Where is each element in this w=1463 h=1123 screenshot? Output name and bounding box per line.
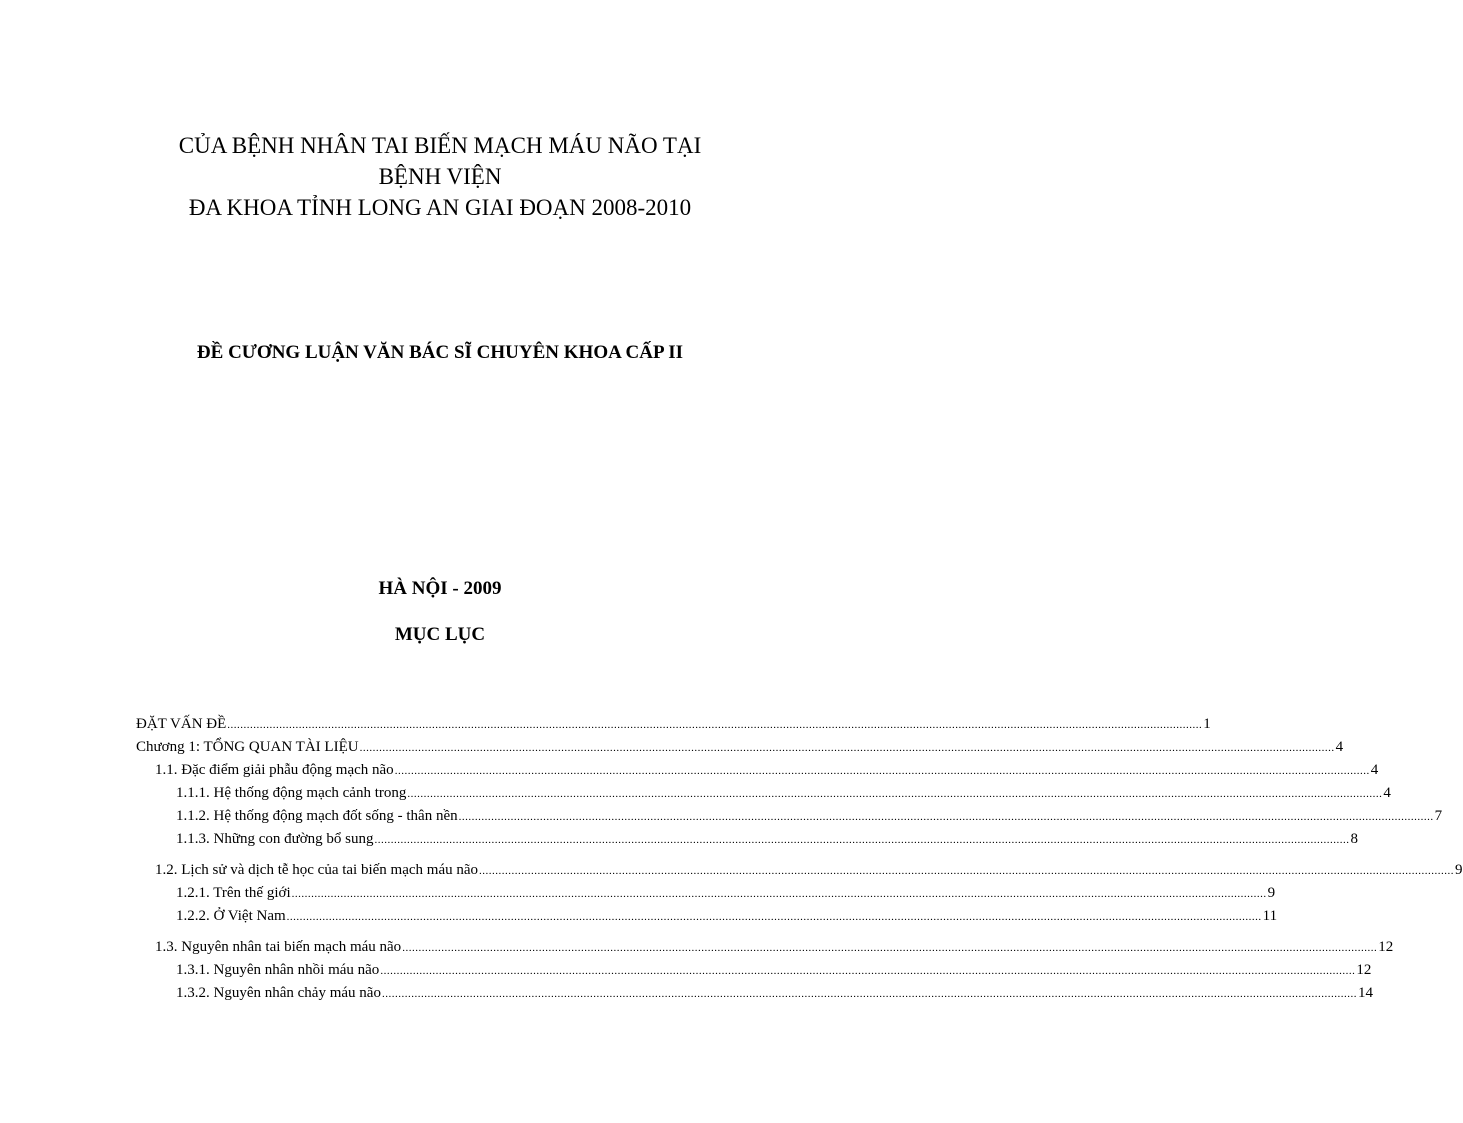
toc-leader-dots: ............................................................................................................................................................................................................................................................................................................ xyxy=(359,742,1335,754)
toc-entry-page: 4 xyxy=(1335,739,1344,755)
toc-entry-page: 9 xyxy=(1267,885,1276,901)
toc-entry-label: 1.1.2. Hệ thống động mạch đốt sống - thân nền xyxy=(176,808,458,824)
toc-entry xyxy=(136,713,1211,736)
toc-entry-page: 8 xyxy=(1350,831,1359,847)
toc-leader-dots: ............................................................................................................................................................................................................................................................................................................ xyxy=(394,765,1370,777)
toc-leader-dots: ............................................................................................................................................................................................................................................................................................................ xyxy=(380,965,1356,977)
toc-entry xyxy=(136,828,1359,851)
title-line-3: ĐA KHOA TỈNH LONG AN GIAI ĐOẠN 2008-2010 xyxy=(188,195,692,220)
toc-entry-page: 7 xyxy=(1434,808,1443,824)
toc-leader-dots: ............................................................................................................................................................................................................................................................................................................ xyxy=(227,719,1203,731)
thesis-title xyxy=(100,130,780,223)
toc-leader-dots: ............................................................................................................................................................................................................................................................................................................ xyxy=(458,811,1434,823)
toc-leader-dots: ............................................................................................................................................................................................................................................................................................................ xyxy=(402,942,1378,954)
toc-entry-label: 1.3.1. Nguyên nhân nhồi máu não xyxy=(176,962,380,978)
toc-entry xyxy=(136,859,1463,882)
toc-entry-label: 1.1.3. Những con đường bổ sung xyxy=(176,831,374,847)
toc-entry-label: 1.2. Lịch sử và dịch tễ học của tai biến mạch máu não xyxy=(155,862,479,878)
toc-entry-page: 11 xyxy=(1262,908,1278,924)
toc-entry-page: 14 xyxy=(1357,985,1373,1001)
toc-leader-dots: ............................................................................................................................................................................................................................................................................................................ xyxy=(407,788,1383,800)
toc-entry-label: 1.2.2. Ở Việt Nam xyxy=(176,908,286,924)
toc-entry xyxy=(136,759,1379,782)
toc-entry-page: 1 xyxy=(1203,716,1211,732)
toc-entry-page: 9 xyxy=(1455,862,1463,878)
toc-leader-dots: ............................................................................................................................................................................................................................................................................................................ xyxy=(381,988,1357,1000)
toc-entry-page: 4 xyxy=(1383,785,1391,801)
toc-entry-label: 1.3. Nguyên nhân tai biến mạch máu não xyxy=(155,939,402,955)
title-line-2: BỆNH VIỆN xyxy=(378,164,502,189)
toc-entry xyxy=(136,805,1443,828)
toc-heading: MỤC LỤC xyxy=(394,624,486,645)
document-subtitle: ĐỀ CƯƠNG LUẬN VĂN BÁC SĨ CHUYÊN KHOA CẤP II xyxy=(196,342,684,363)
toc-entry-page: 4 xyxy=(1370,762,1379,778)
table-of-contents xyxy=(136,713,1463,1005)
toc-entry-label: 1.2.1. Trên thế giới xyxy=(176,885,291,901)
toc-leader-dots: ............................................................................................................................................................................................................................................................................................................ xyxy=(479,865,1455,877)
toc-entry-label: ĐẶT VẤN ĐỀ xyxy=(136,716,227,732)
toc-entry-page: 12 xyxy=(1378,939,1394,955)
toc-entry xyxy=(136,982,1373,1005)
toc-leader-dots: ............................................................................................................................................................................................................................................................................................................ xyxy=(374,834,1350,846)
place-year: HÀ NỘI - 2009 xyxy=(378,578,502,599)
toc-entry-label: 1.1.1. Hệ thống động mạch cảnh trong xyxy=(176,785,407,801)
toc-entry xyxy=(136,882,1276,905)
toc-entry-label: 1.3.2. Nguyên nhân chảy máu não xyxy=(176,985,381,1001)
toc-entry-page: 12 xyxy=(1356,962,1372,978)
toc-entry-label: Chương 1: TỔNG QUAN TÀI LIỆU xyxy=(136,739,359,755)
toc-entry xyxy=(136,782,1391,805)
toc-leader-dots: ............................................................................................................................................................................................................................................................................................................ xyxy=(286,911,1262,923)
toc-entry xyxy=(136,959,1372,982)
toc-entry-label: 1.1. Đặc điểm giải phẫu động mạch não xyxy=(155,762,394,778)
toc-entry xyxy=(136,736,1344,759)
toc-entry xyxy=(136,936,1394,959)
title-line-1: CỦA BỆNH NHÂN TAI BIẾN MẠCH MÁU NÃO TẠI xyxy=(178,133,702,158)
toc-entry xyxy=(136,905,1278,928)
toc-leader-dots: ............................................................................................................................................................................................................................................................................................................ xyxy=(291,888,1267,900)
